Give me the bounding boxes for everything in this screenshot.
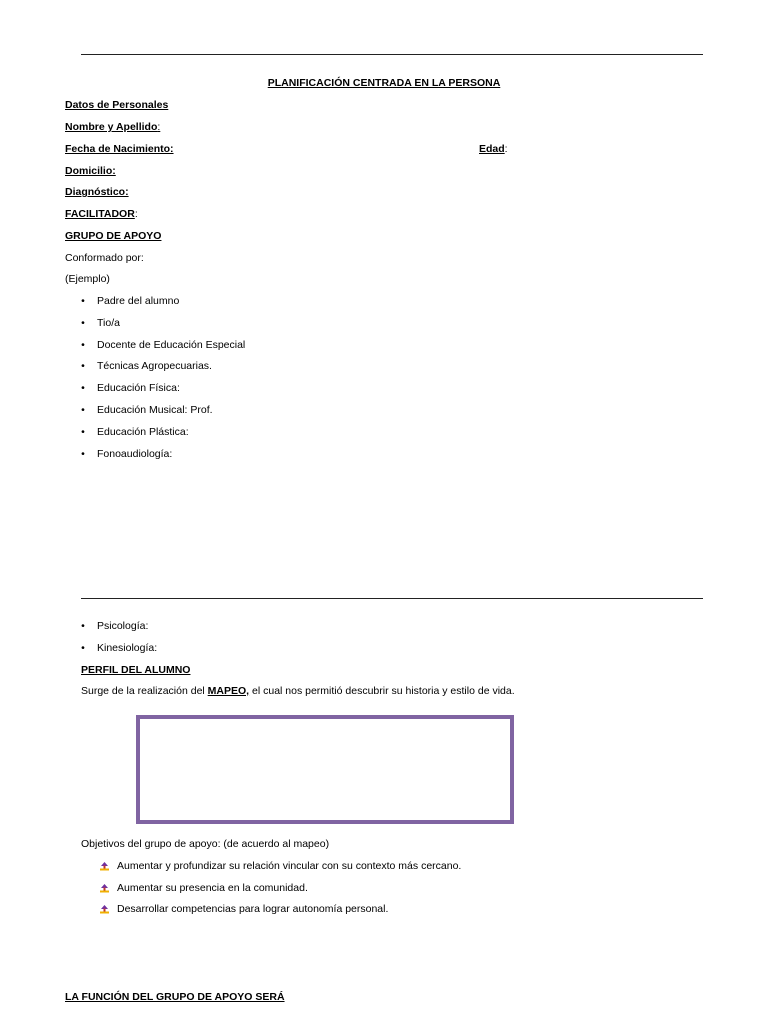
- profile-heading: PERFIL DEL ALUMNO: [81, 664, 191, 676]
- mapeo-keyword: MAPEO,: [207, 685, 250, 697]
- list-item: Docente de Educación Especial: [97, 339, 246, 351]
- name-label: Nombre y Apellido: [65, 121, 158, 133]
- arrow-bullet-icon: [100, 884, 109, 893]
- birth-date-label: Fecha de Nacimiento:: [65, 143, 174, 155]
- list-item: Kinesiología:: [97, 642, 158, 654]
- objectives-heading: Objetivos del grupo de apoyo: (de acuerdo al mapeo): [81, 838, 330, 850]
- profile-frame: [136, 715, 514, 824]
- bullet-dot-icon: •: [81, 426, 85, 438]
- list-item: Padre del alumno: [97, 295, 180, 307]
- name-field: [65, 121, 160, 134]
- address-label: Domicilio:: [65, 165, 116, 177]
- list-item: Aumentar y profundizar su relación vincular con su contexto más cercano.: [117, 860, 462, 872]
- bullet-dot-icon: •: [81, 620, 85, 632]
- list-item: Técnicas Agropecuarias.: [97, 360, 212, 372]
- list-item: Psicología:: [97, 620, 149, 632]
- list-item: Desarrollar competencias para lograr autonomía personal.: [117, 903, 389, 915]
- page-title: PLANIFICACIÓN CENTRADA EN LA PERSONA: [267, 77, 501, 89]
- facilitator-label: FACILITADOR: [65, 208, 135, 220]
- bullet-dot-icon: •: [81, 642, 85, 654]
- list-item: Educación Física:: [97, 382, 180, 394]
- age-label: Edad: [479, 143, 505, 155]
- list-item: Aumentar su presencia en la comunidad.: [117, 882, 308, 894]
- list-item: Educación Musical: Prof.: [97, 404, 213, 416]
- age-colon: :: [504, 143, 508, 155]
- function-heading: LA FUNCIÓN DEL GRUPO DE APOYO SERÁ: [65, 991, 285, 1003]
- profile-intro-after: el cual nos permitió descubrir su historia y estilo de vida.: [249, 685, 515, 697]
- name-colon: :: [157, 121, 161, 133]
- bullet-dot-icon: •: [81, 317, 85, 329]
- formed-by-text: Conformado por:: [65, 252, 144, 264]
- list-item: Educación Plástica:: [97, 426, 189, 438]
- profile-intro-before: Surge de la realización del: [81, 685, 208, 697]
- bullet-dot-icon: •: [81, 448, 85, 460]
- support-group-heading: GRUPO DE APOYO: [65, 230, 162, 242]
- arrow-bullet-icon: [100, 905, 109, 914]
- header-rule: [81, 54, 703, 55]
- example-text: (Ejemplo): [65, 273, 110, 285]
- personal-data-heading: Datos de Personales: [65, 99, 169, 111]
- page-break-rule: [81, 598, 703, 599]
- bullet-dot-icon: •: [81, 339, 85, 351]
- bullet-dot-icon: •: [81, 360, 85, 372]
- bullet-dot-icon: •: [81, 404, 85, 416]
- diagnosis-label: Diagnóstico:: [65, 186, 129, 198]
- profile-intro: [81, 685, 515, 698]
- facilitator-field: [65, 208, 138, 221]
- bullet-dot-icon: •: [81, 382, 85, 394]
- facilitator-colon: :: [134, 208, 138, 220]
- bullet-dot-icon: •: [81, 295, 85, 307]
- list-item: Fonoaudiología:: [97, 448, 173, 460]
- list-item: Tio/a: [97, 317, 120, 329]
- age-field: [479, 143, 508, 156]
- arrow-bullet-icon: [100, 862, 109, 871]
